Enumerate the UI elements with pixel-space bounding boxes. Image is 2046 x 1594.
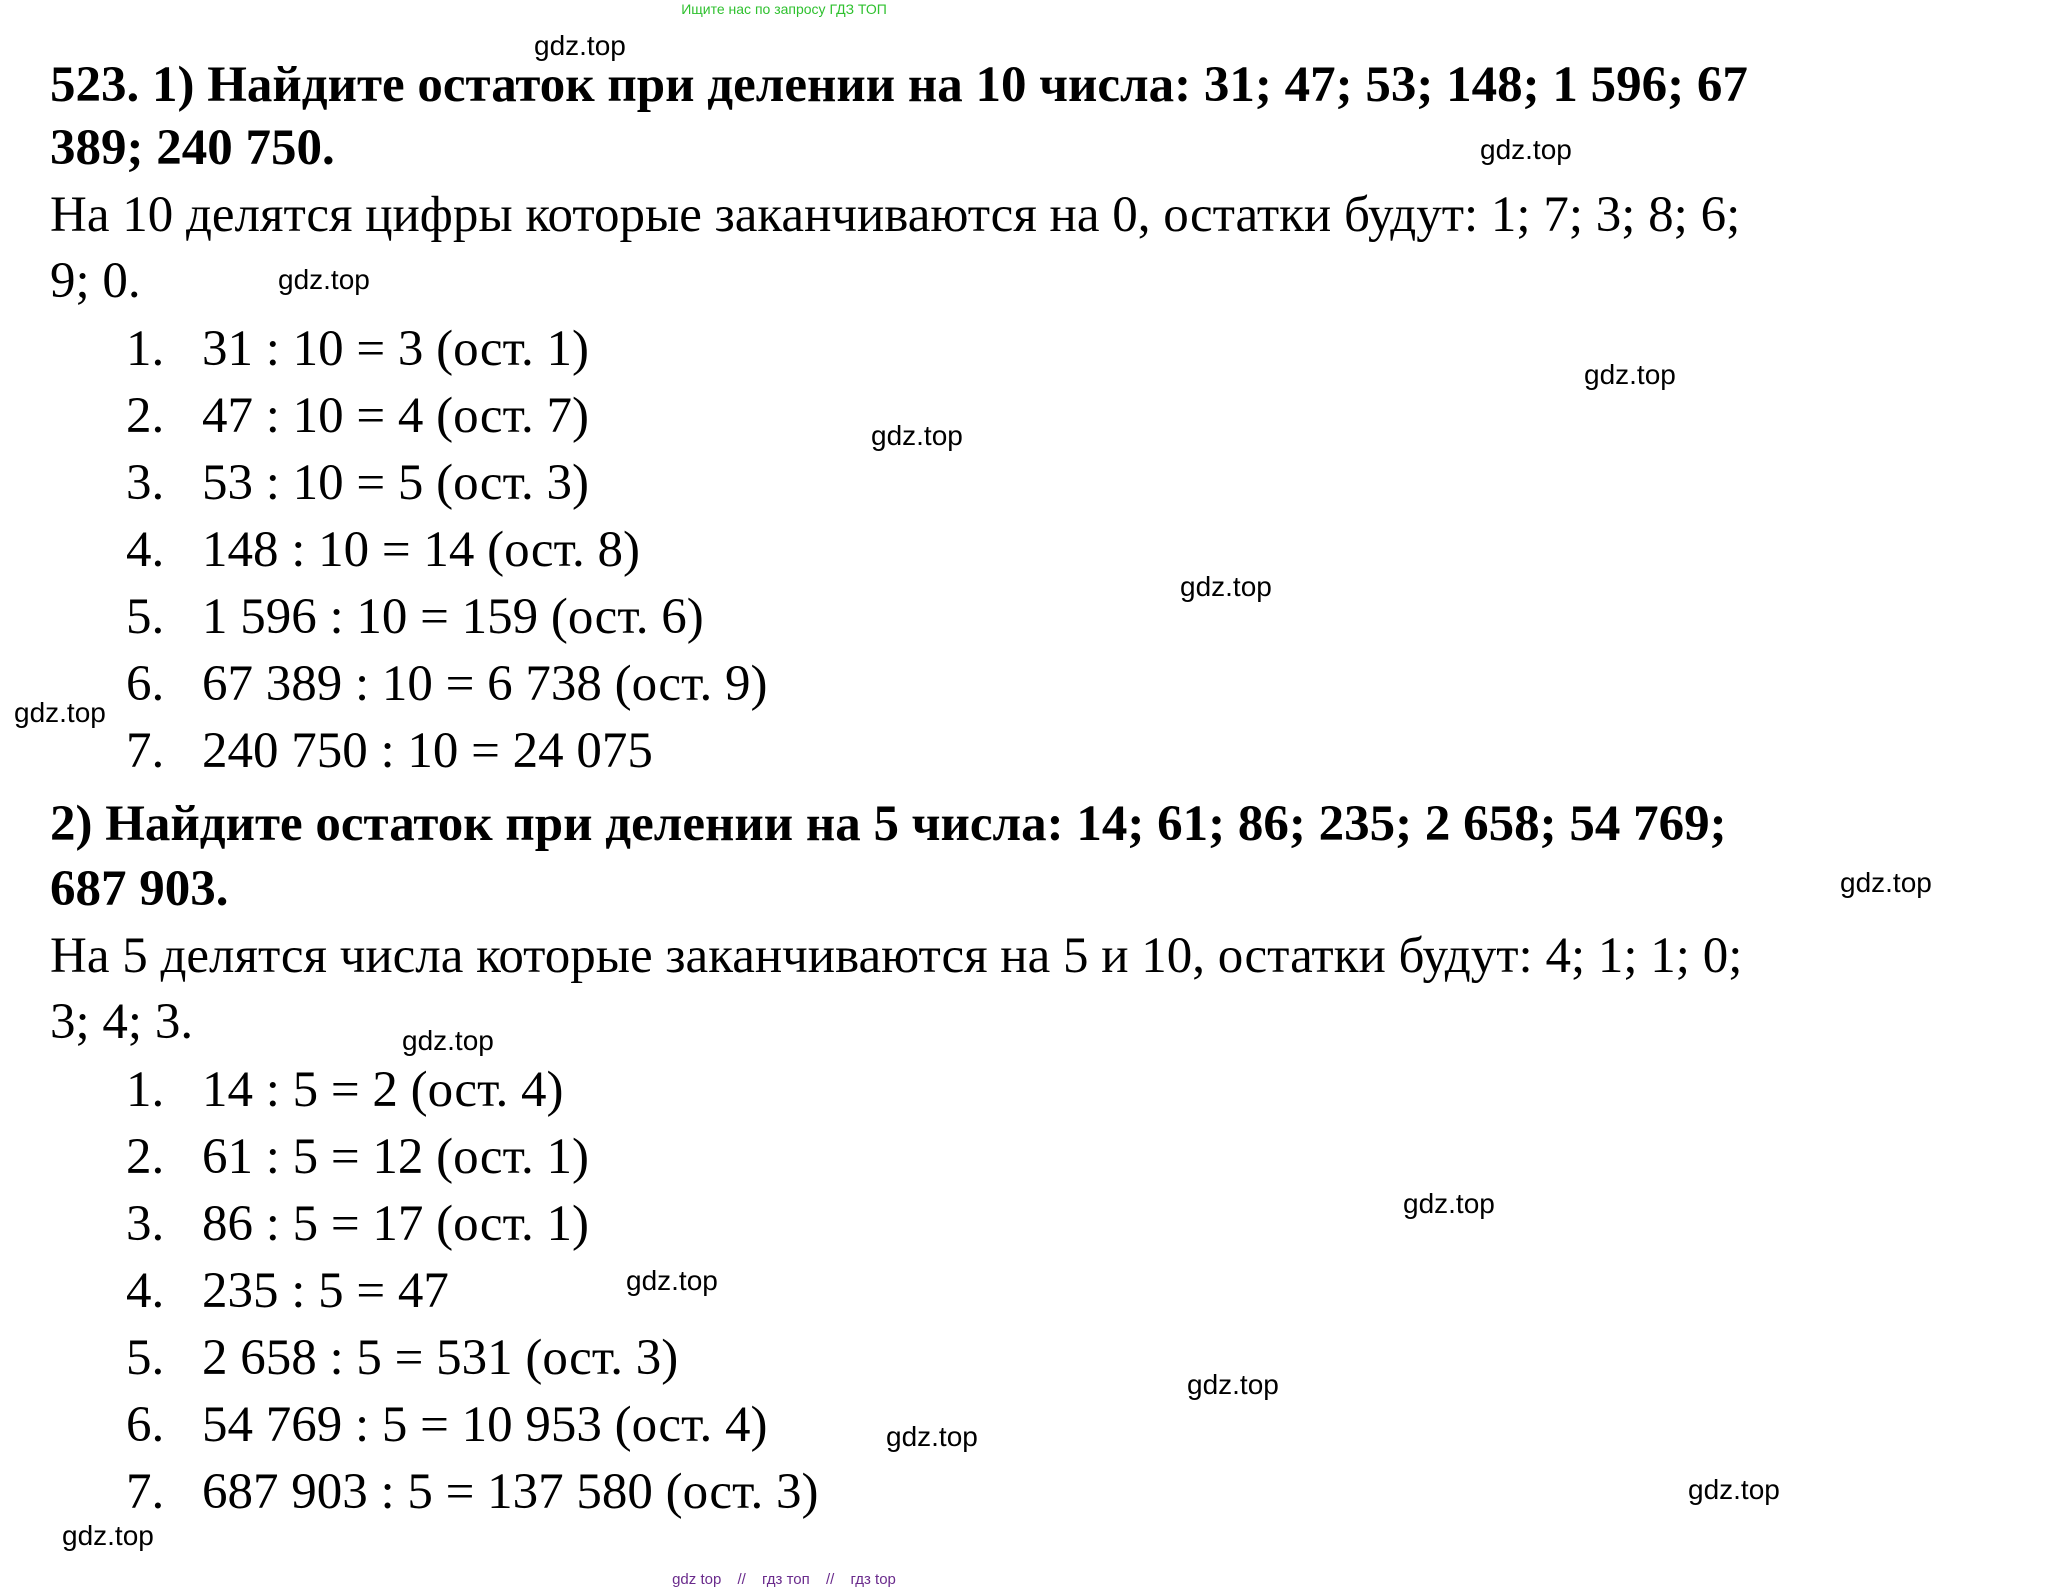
watermark: gdz.top	[626, 1265, 718, 1296]
list-item: 1. 31 : 10 = 3 (ост. 1)	[126, 321, 590, 377]
list-item: 4. 148 : 10 = 14 (ост. 8)	[126, 522, 641, 578]
part2-heading-line2: 687 903.	[50, 861, 229, 917]
list-item: 2. 61 : 5 = 12 (ост. 1)	[126, 1129, 590, 1185]
part2-explain-line2: 3; 4; 3.	[50, 994, 194, 1050]
list-item: 1. 14 : 5 = 2 (ост. 4)	[126, 1062, 564, 1118]
list-item: 5. 2 658 : 5 = 531 (ост. 3)	[126, 1330, 679, 1386]
part2-heading-line1: 2) Найдите остаток при делении на 5 числа: 14; 61; 86; 235; 2 658; 54 769;	[50, 796, 1727, 852]
watermark: gdz.top	[1840, 867, 1932, 898]
watermark: gdz.top	[871, 420, 963, 451]
watermark: gdz.top	[886, 1421, 978, 1452]
top-banner[interactable]: Ищите нас по запросу ГДЗ ТОП	[681, 1, 887, 17]
list-item: 5. 1 596 : 10 = 159 (ост. 6)	[126, 589, 704, 645]
watermark: gdz.top	[278, 264, 370, 295]
footer-links	[0, 1571, 1568, 1589]
part2-explain-line1: На 5 делятся числа которые заканчиваются на 5 и 10, остатки будут: 4; 1; 1; 0;	[50, 928, 1743, 984]
part1-heading-line1: 523. 1) Найдите остаток при делении на 10 числа: 31; 47; 53; 148; 1 596; 67	[50, 57, 1748, 113]
watermark: gdz.top	[1688, 1474, 1780, 1505]
list-item: 2. 47 : 10 = 4 (ост. 7)	[126, 388, 590, 444]
part1-explain-line1: На 10 делятся цифры которые заканчиваются на 0, остатки будут: 1; 7; 3; 8; 6;	[50, 187, 1741, 243]
part1-explain-line2: 9; 0.	[50, 253, 141, 309]
watermark: gdz.top	[1584, 359, 1676, 390]
watermark: gdz.top	[402, 1025, 494, 1056]
list-item: 7. 687 903 : 5 = 137 580 (ост. 3)	[126, 1464, 819, 1520]
list-item: 3. 86 : 5 = 17 (ост. 1)	[126, 1196, 590, 1252]
watermark: gdz.top	[1480, 134, 1572, 165]
footer-separator: //	[825, 1571, 835, 1588]
watermark: gdz.top	[14, 697, 106, 728]
watermark: gdz.top	[1180, 571, 1272, 602]
list-item: 6. 67 389 : 10 = 6 738 (ост. 9)	[126, 656, 768, 712]
list-item: 4. 235 : 5 = 47	[126, 1263, 449, 1319]
list-item: 7. 240 750 : 10 = 24 075	[126, 723, 653, 779]
footer-link[interactable]: гдз топ	[762, 1571, 810, 1588]
watermark: gdz.top	[62, 1520, 154, 1551]
watermark: gdz.top	[1187, 1369, 1279, 1400]
watermark: gdz.top	[1403, 1188, 1495, 1219]
list-item: 3. 53 : 10 = 5 (ост. 3)	[126, 455, 590, 511]
list-item: 6. 54 769 : 5 = 10 953 (ост. 4)	[126, 1397, 768, 1453]
footer-separator: //	[737, 1571, 746, 1588]
footer-link[interactable]: гдз top	[850, 1571, 896, 1588]
part1-heading-line2: 389; 240 750.	[50, 120, 335, 176]
footer-link[interactable]: gdz top	[672, 1571, 722, 1588]
watermark: gdz.top	[534, 30, 626, 61]
